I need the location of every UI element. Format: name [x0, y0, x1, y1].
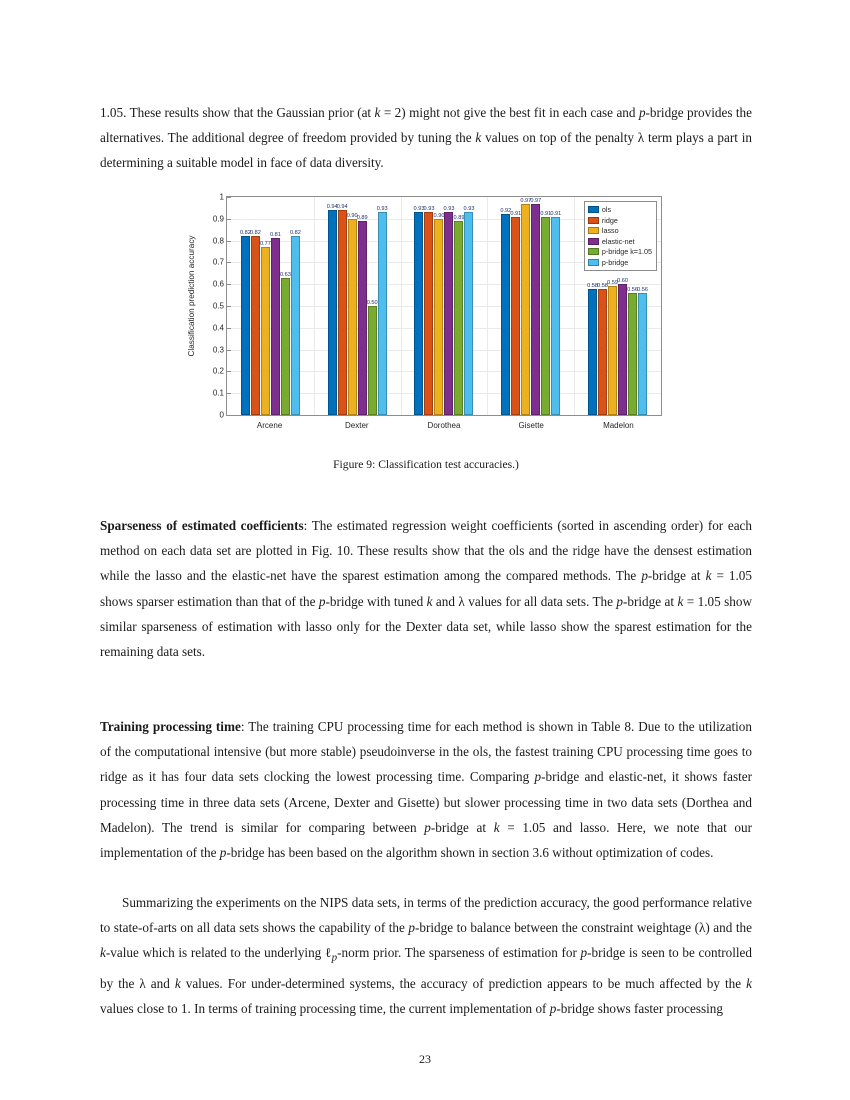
paragraph-continuation: [100, 100, 752, 176]
legend-label: p-bridge k=1.05: [601, 247, 652, 256]
y-tick-label: 0.8: [212, 236, 224, 246]
bar: [423, 206, 435, 415]
bar: [597, 282, 609, 415]
bar-value-label: 0.82: [239, 230, 251, 237]
bar-group-inner: [414, 197, 473, 415]
bar-value-label: 0.97: [520, 197, 532, 204]
bar: [463, 206, 475, 415]
paragraph-summary: [100, 890, 752, 1022]
paragraph-sparseness: [100, 513, 752, 664]
legend-item: [588, 216, 652, 225]
bar-value-label: 0.91: [540, 210, 552, 217]
bar-group: [227, 197, 314, 415]
legend-label: ridge: [601, 215, 618, 225]
bar-value-label: 0.94: [336, 204, 348, 211]
y-tick-label: 0.7: [212, 257, 224, 267]
legend-swatch: [588, 238, 599, 245]
page-number: 23: [419, 1052, 431, 1066]
legend-item: [588, 226, 652, 235]
bar-value-label: 0.82: [249, 230, 261, 237]
bar: [259, 241, 271, 415]
y-tick-label: 0.6: [212, 279, 224, 289]
bar: [249, 230, 261, 415]
chart-axes: [212, 192, 662, 420]
bar: [607, 280, 619, 415]
bar: [500, 208, 512, 415]
bar: [433, 212, 445, 415]
y-tick-label: 0.1: [212, 388, 224, 398]
bar-value-label: 0.93: [413, 206, 425, 213]
bar-group: [314, 197, 401, 415]
legend-label: lasso: [601, 226, 619, 235]
bar-value-label: 0.56: [627, 286, 639, 293]
bar-value-label: 0.58: [587, 282, 599, 289]
bar-value-label: 0.63: [279, 271, 291, 278]
legend-label: p-bridge: [601, 257, 629, 267]
bar-value-label: 0.50: [366, 300, 378, 306]
bar: [510, 210, 522, 415]
bar-value-label: 0.90: [433, 212, 445, 219]
bar-value-label: 0.59: [607, 280, 619, 287]
paragraph-text: Summarizing the experiments on the NIPS data sets, in terms of the prediction accuracy, the good performance relative to state-of-arts on all data sets shows the capability of the p-bridge to balance between the constraint weightage (λ) and the k-value which is related to the underlying ℓ$_p$-norm prior. The sparseness of estimation for p-bridge is seen to be controlled by the λ and k values. For under-determined systems, the accuracy of prediction appears to be much affected by the k values close to 1. In terms of training processing time, the current implementation of p-bridge shows faster processing: [100, 895, 752, 1017]
y-axis-label: Classification prediction accuracy: [187, 235, 196, 357]
legend-swatch: [588, 248, 599, 255]
x-tick-label: Madelon: [603, 421, 634, 430]
bar-value-label: 0.93: [443, 206, 455, 213]
legend-swatch: [588, 217, 599, 224]
bar: [530, 197, 542, 415]
bar-value-label: 0.93: [463, 206, 475, 213]
bar-value-label: 0.97: [530, 197, 542, 204]
legend-item: [588, 205, 652, 214]
bar-value-label: 0.89: [356, 214, 368, 221]
bar: [366, 300, 378, 415]
x-tick-label: Dexter: [345, 421, 369, 430]
bar-group: [401, 197, 488, 415]
paragraph-heading: Training processing time: [100, 719, 241, 734]
bar-group: [487, 197, 574, 415]
bar: [520, 197, 532, 415]
chart-legend: [584, 201, 657, 271]
bar-value-label: 0.94: [326, 204, 338, 211]
bar-value-label: 0.82: [289, 230, 301, 237]
bar: [239, 230, 251, 415]
bar: [269, 232, 281, 415]
bar-group-inner: [241, 197, 300, 415]
figure-9: [100, 188, 752, 438]
bar-value-label: 0.93: [376, 206, 388, 213]
bar-group-inner: [501, 197, 560, 415]
y-tick-mark: [227, 415, 231, 416]
paragraph-training: [100, 714, 752, 865]
bar: [356, 214, 368, 415]
bar-value-label: 0.91: [550, 210, 562, 217]
legend-swatch: [588, 227, 599, 234]
bar-chart: [186, 188, 666, 438]
paragraph-body: : The training CPU processing time for each method is shown in Table 8. Due to the utilization of the computational intensive (but more stable) pseudoinverse in the ols, the fastest training CPU processing time goes to ridge as it has four data sets clocking the lowest processing time. Comparing p-bridge and elastic-net, it shows faster processing time in three data sets (Arcene, Dexter and Gisette) but slower processing time in two data sets (Dorthea and Madelon). The trend is similar for comparing between p-bridge at k = 1.05 and lasso. Here, we note that our implementation of the p-bridge has been based on the algorithm shown in section 3.6 without optimization of codes.: [100, 719, 752, 861]
y-tick-label: 0.5: [212, 301, 224, 311]
bar: [376, 206, 388, 415]
paragraph-text: [100, 513, 752, 664]
y-tick-label: 1: [219, 192, 224, 202]
y-tick-label: 0.3: [212, 345, 224, 355]
bar-value-label: 0.93: [423, 206, 435, 213]
y-tick-label: 0: [219, 410, 224, 420]
bar: [289, 230, 301, 415]
bar: [326, 204, 338, 415]
x-axis-ticks: [226, 417, 662, 437]
x-tick-label: Gisette: [518, 421, 544, 430]
bar-value-label: 0.91: [510, 210, 522, 217]
bar: [617, 278, 629, 415]
bar-value-label: 0.77: [259, 241, 271, 248]
bar-value-label: 0.81: [269, 232, 281, 239]
legend-item: [588, 237, 652, 246]
bar-value-label: 0.92: [500, 208, 512, 215]
paragraph-text: 1.05. These results show that the Gaussian prior (at k = 2) might not give the best fit in each case and p-bridge provides the alternatives. The additional degree of freedom provided by tuning the k values on top of the penalty λ term plays a part in determining a suitable model in face of data diversity.: [100, 105, 753, 171]
bar: [346, 212, 358, 415]
bar: [627, 286, 639, 415]
legend-item: [588, 258, 652, 267]
x-tick-label: Dorothea: [427, 421, 461, 430]
paragraph-heading: Sparseness of estimated coefficients: [100, 518, 304, 533]
legend-swatch: [588, 206, 599, 213]
bar: [279, 271, 291, 415]
legend-item: [588, 247, 652, 256]
paragraph-body: : The estimated regression weight coefficients (sorted in ascending order) for each method on each data set are plotted in Fig. 10. These results show that the ols and the ridge have the densest estimation while the lasso and the elastic-net have the sparest estimation among the compared methods. The p-bridge at k = 1.05 shows sparser estimation than that of the p-bridge with tuned k and λ values for all data sets. The p-bridge at k = 1.05 show similar sparseness of estimation with lasso only for the Dexter data set, while lasso show the sparest estimation for the remaining data sets.: [100, 518, 753, 660]
y-tick-label: 0.4: [212, 323, 224, 333]
y-tick-label: 0.2: [212, 366, 224, 376]
bar: [336, 204, 348, 415]
legend-swatch: [588, 259, 599, 266]
legend-label: elastic-net: [601, 236, 635, 246]
bar: [540, 210, 552, 415]
paragraph-text: [100, 714, 752, 865]
bar: [637, 286, 649, 415]
figure-caption: Figure 9: Classification test accuracies.): [333, 458, 519, 471]
bar: [443, 206, 455, 415]
y-tick-label: 0.9: [212, 214, 224, 224]
bar: [550, 210, 562, 415]
bar-value-label: 0.58: [597, 282, 609, 289]
bar-value-label: 0.90: [346, 212, 358, 219]
bar: [413, 206, 425, 415]
x-tick-label: Arcene: [256, 421, 283, 430]
bar-value-label: 0.56: [637, 286, 649, 293]
bar: [587, 282, 599, 415]
legend-label: ols: [601, 205, 612, 214]
bar-value-label: 0.60: [617, 278, 629, 285]
bar: [453, 214, 465, 415]
bar-group-inner: [328, 197, 387, 415]
bar-value-label: 0.89: [453, 214, 465, 221]
